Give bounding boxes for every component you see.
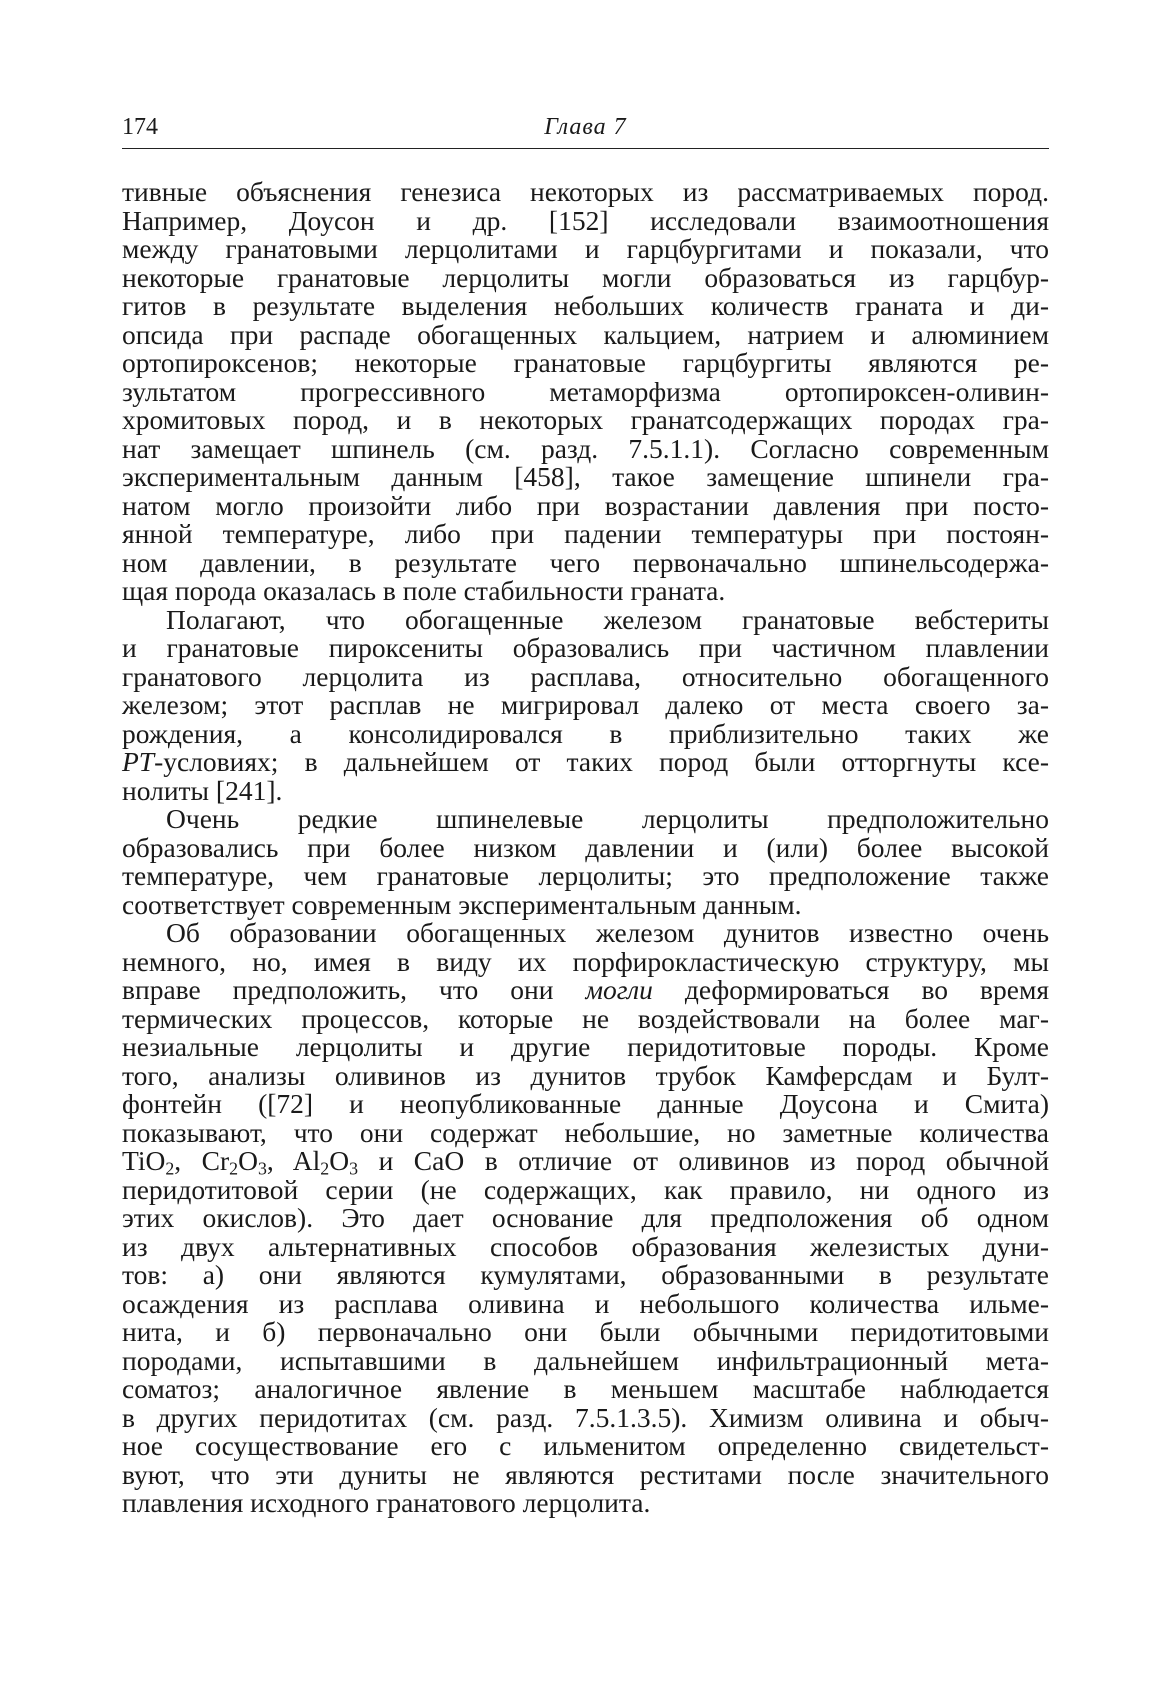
text-line: перидотитовой серии (не содержащих, как правило, ни одного из [122,1173,1049,1205]
text-fragment: -условиях; в дальнейшем от таких пород были отторгнуты ксе- [154,746,1049,777]
text-line: ном давлении, в результате чего первоначально шпинельсодержа- [122,546,1049,578]
text-line: железом; этот расплав не мигрировал далеко от места своего за- [122,689,1049,720]
text-line: нита, и б) первоначально они были обычными перидотитовыми [122,1316,1049,1347]
text-line: плавления исходного гранатового лерцолита. [122,1487,651,1518]
italic-term: могли [585,974,653,1005]
paragraph-1 [122,178,1049,606]
text-line: зультатом прогрессивного метаморфизма ортопироксен-оливин- [122,375,1049,407]
text-line: того, анализы оливинов из дунитов трубок Камферсдам и Булт- [122,1059,1049,1091]
text-line: гранатового лерцолита из расплава, относительно обогащенного [122,660,1049,692]
italic-term: PT [122,746,155,777]
running-head: Глава 7 [544,114,627,140]
text-line: щая порода оказалась в поле стабильности граната. [122,575,726,606]
text-line: в других перидотитах (см. разд. 7.5.1.3.5). Химизм оливина и обыч- [122,1401,1049,1433]
text-fragment: вправе предположить, что они [122,974,554,1005]
text-line: вуют, что эти дуниты не являются реститами после значительного [122,1458,1049,1490]
formula-line: TiO$_2$, $Cr_2O_3$, $Al_2O_3$ и CaO в отличие от оливинов из пород обычной [122,1145,1050,1179]
text-line: термических процессов, которые не воздействовали на более маг- [122,1002,1049,1034]
text-line: немного, но, имея в виду их порфирокластическую структуру, мы [122,945,1049,977]
paragraph-2 [122,603,1049,806]
text-line: соматоз; аналогичное явление в меньшем масштабе наблюдается [122,1373,1049,1404]
text-fragment: в отличие от оливинов из пород обычной [484,1145,1050,1176]
text-line: хромитовых пород, и в некоторых гранатсодержащих породах гра- [122,404,1049,435]
text-line: Об образовании обогащенных железом дунитов известно очень [166,917,1049,948]
text-line: нат замещает шпинель (см. разд. 7.5.1.1). Согласно современным [122,432,1049,464]
text-line: экспериментальным данным [458], такое замещение шпинели гра- [122,461,1049,492]
text-line-mixed [122,748,1049,777]
text-line: температуре, чем гранатовые лерцолиты; это предположение также [122,860,1049,891]
text-line: незиальные лерцолиты и другие перидотитовые породы. Кроме [122,1031,1049,1062]
text-line: образовались при более низком давлении и (или) более высокой [122,831,1049,863]
page-header [122,112,1049,152]
text-line: Например, Доусон и др. [152] исследовали взаимоотношения [122,204,1049,236]
page-number: 174 [122,114,158,140]
formula-cr2o3: $Cr_2O_3$ [201,1145,267,1179]
formula-cao: CaO [413,1145,465,1176]
text-line-mixed [122,976,1049,1005]
text-line: тивные объяснения генезиса некоторых из рассматриваемых пород. [122,176,1049,207]
text-line: гитов в результате выделения небольших количеств граната и ди- [122,290,1049,321]
text-line: Полагают, что обогащенные железом гранатовые вебстериты [166,603,1049,635]
text-line: тов: а) они являются кумулятами, образованными в результате [122,1259,1049,1290]
text-line: показывают, что они содержат небольшие, но заметные количества [122,1116,1049,1148]
text-line: и гранатовые пироксениты образовались при частичном плавлении [122,632,1049,663]
text-line: янной температуре, либо при падении температуры при постоян- [122,518,1049,549]
paragraph-4 [122,919,1049,1518]
text-line: между гранатовыми лерцолитами и гарцбургитами и показали, что [122,233,1049,264]
text-line: породами, испытавшими в дальнейшем инфильтрационный мета- [122,1344,1049,1376]
text-fragment: деформироваться во время [684,974,1049,1005]
text-line: Очень редкие шпинелевые лерцолиты предположительно [166,803,1049,834]
text-line: из двух альтернативных способов образования железистых дуни- [122,1230,1049,1262]
text-line: ное сосуществование его с ильменитом определенно свидетельст- [122,1430,1049,1461]
text-line: соответствует современным экспериментальным данным. [122,888,802,920]
formula-al2o3: $Al_2O_3$ [292,1145,359,1179]
text-line: этих окислов). Это дает основание для предположения об одном [122,1202,1049,1233]
text-line: рождения, а консолидировался в приблизительно таких же [122,717,1049,749]
text-line: ортопироксенов; некоторые гранатовые гарцбургиты являются ре- [122,347,1049,378]
body-text [122,178,1049,1518]
text-line: фонтейн ([72] и неопубликованные данные Доусона и Смита) [122,1088,1049,1119]
header-rule [122,148,1049,149]
paragraph-3 [122,805,1049,919]
formula-tio2: TiO$_2$ [122,1145,175,1179]
text-line: опсида при распаде обогащенных кальцием, натрием и алюминием [122,318,1049,350]
text-line: натом могло произойти либо при возрастании давления при посто- [122,489,1049,521]
text-line: нолиты [241]. [122,774,283,806]
text-line: осаждения из расплава оливина и небольшого количества ильме- [122,1287,1049,1319]
text-line: некоторые гранатовые лерцолиты могли образоваться из гарцбур- [122,261,1049,293]
